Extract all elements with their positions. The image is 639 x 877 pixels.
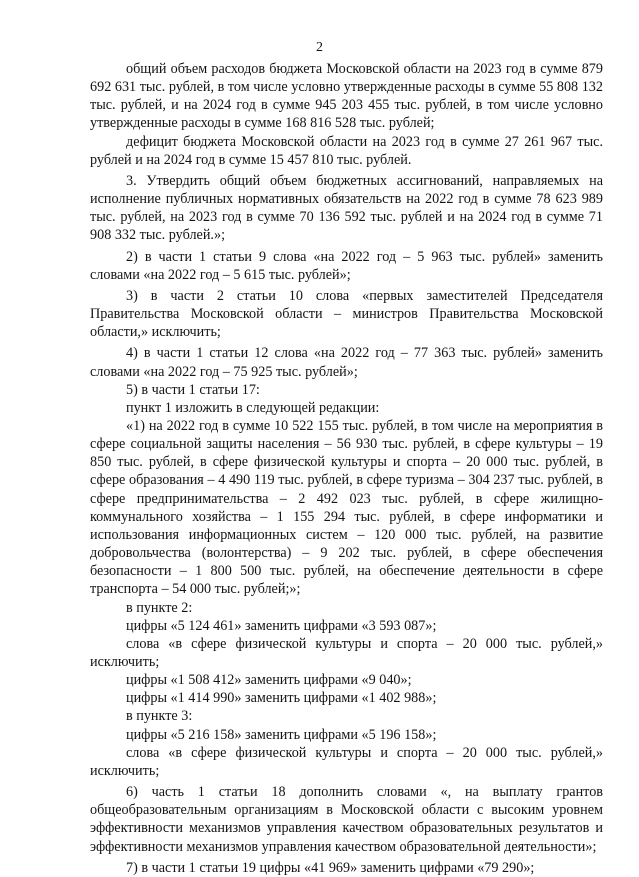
paragraph-public-obligations: 3. Утвердить общий объем бюджетных ассигнований, направляемых на исполнение публичных нормативных обязательств на 2022 год в сумме 78 623 989 тыс. рублей, на 2023 год в сумме 70 136 592 тыс. рублей и на 2024 год в сумме 71 908 332 тыс. рублей.»; xyxy=(90,172,603,244)
page-number: 2 xyxy=(316,40,323,55)
paragraph-point-3-words: слова «в сфере физической культуры и спорта – 20 000 тыс. рублей,» исключить; xyxy=(90,744,603,779)
paragraph-point-2-figures-b: цифры «1 508 412» заменить цифрами «9 040»; xyxy=(126,672,412,689)
paragraph-item-4: 4) в части 1 статьи 12 слова «на 2022 год – 77 363 тыс. рублей» заменить словами «на 2022 год – 75 925 тыс. рублей»; xyxy=(90,345,603,380)
paragraph-point-2-intro: в пункте 2: xyxy=(126,599,193,616)
paragraph-total-expenditure: общий объем расходов бюджета Московской области на 2023 год в сумме 879 692 631 тыс. рублей, в том числе условно утвержденные расходы в сумме 55 808 132 тыс. рублей, и на 2024 год в сумме 945 203 455 тыс. рублей, в том числе условно утвержденные расходы в сумме 168 816 528 тыс. рублей; xyxy=(90,61,603,132)
paragraph-point-3-figures: цифры «5 216 158» заменить цифрами «5 196 158»; xyxy=(126,726,437,743)
paragraph-point-1-intro: пункт 1 изложить в следующей редакции: xyxy=(126,399,380,416)
paragraph-item-5: 5) в части 1 статьи 17: xyxy=(126,381,260,398)
paragraph-point-2-figures-a: цифры «5 124 461» заменить цифрами «3 593 087»; xyxy=(126,617,437,634)
paragraph-item-7: 7) в части 1 статьи 19 цифры «41 969» заменить цифрами «79 290»; xyxy=(126,859,535,876)
paragraph-point-1-text: «1) на 2022 год в сумме 10 522 155 тыс. рублей, в том числе на мероприятия в сфере социальной защиты населения – 56 930 тыс. рублей, в сфере культуры – 19 850 тыс. рублей, в сфере физической культуры и спорта – 20 000 тыс. рублей, в сфере образования – 4 490 119 тыс. рублей, в сфере туризма – 304 237 тыс. рублей, в сфере предпринимательства – 2 492 023 тыс. рублей, в сфере жилищно-коммунального хозяйства – 1 155 294 тыс. рублей, в сфере информатики и использования информационных систем – 120 000 тыс. рублей, на развитие добровольчества (волонтерства) – 9 202 тыс. рублей, в сфере обеспечения безопасности – 1 800 500 тыс. рублей, на обеспечение деятельности в сфере транспорта – 54 000 тыс. рублей;»; xyxy=(90,417,603,598)
paragraph-item-2: 2) в части 1 статьи 9 слова «на 2022 год – 5 963 тыс. рублей» заменить словами «на 2022 год – 5 615 тыс. рублей»; xyxy=(90,248,603,283)
paragraph-item-3: 3) в части 2 статьи 10 слова «первых заместителей Председателя Правительства Московской области – министров Правительства Московской области,» исключить; xyxy=(90,287,603,341)
paragraph-point-2-words: слова «в сфере физической культуры и спорта – 20 000 тыс. рублей,» исключить; xyxy=(90,635,603,670)
paragraph-deficit: дефицит бюджета Московской области на 2023 год в сумме 27 261 967 тыс. рублей и на 2024 год в сумме 15 457 810 тыс. рублей. xyxy=(90,133,603,168)
paragraph-item-6: 6) часть 1 статьи 18 дополнить словами «, на выплату грантов общеобразовательным организациям в Московской области с высоким уровнем эффективности механизмов управления качеством образовательных результатов и эффективности механизмов управления качеством образовательной деятельности»; xyxy=(90,784,603,855)
paragraph-point-2-figures-c: цифры «1 414 990» заменить цифрами «1 402 988»; xyxy=(126,690,437,707)
document-body xyxy=(90,60,603,877)
paragraph-point-3-intro: в пункте 3: xyxy=(126,708,193,725)
